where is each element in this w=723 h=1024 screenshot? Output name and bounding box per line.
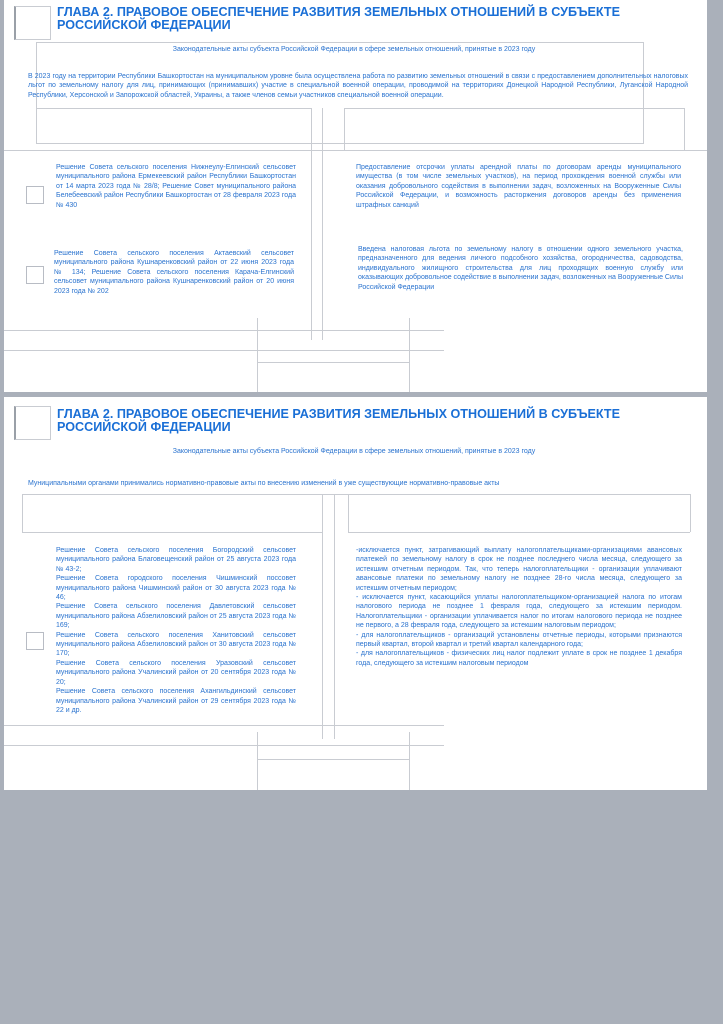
- row-2-acts: Решение Совета сельского поселения Актаевский сельсовет муниципального района Кушнаренковский район от 22 июня 2023 года № 134; Решение Совета сельского поселения Карача-Елгинский сельсовет муниципального района Кушнаренковский район от 20 июня 2023 года № 202: [54, 250, 294, 295]
- logo-placeholder: [14, 6, 51, 40]
- divider: [322, 494, 323, 739]
- divider: [36, 108, 311, 109]
- list-item: - для налогоплательщиков - физических лиц налог подлежит уплате в срок не позднее 1 декабря года, следующего за истекшим налоговым периодом: [356, 650, 682, 667]
- divider: [334, 494, 335, 739]
- divider: [4, 150, 707, 151]
- divider: [22, 494, 690, 495]
- list-item: Решение Совета сельского поселения Богородский сельсовет муниципального района Благовещенский район от 25 августа 2023 года № 43-2;: [56, 547, 296, 573]
- slide-subtitle: Законодательные акты субъекта Российской Федерации в сфере земельных отношений, принятые в 2023 году: [172, 448, 536, 455]
- list-item: Решение Совета сельского поселения Давлетовский сельсовет муниципального района Абзелиловский район от 25 августа 2023 года № 169;: [56, 603, 296, 630]
- list-item: Решение Совета городского поселения Чишминский поссовет муниципального района Чишминский район от 30 августа 2023 года № 46;: [56, 575, 296, 602]
- list-item: - для налогоплательщиков - организаций установлены отчетные периоды, которыми признаются первый квартал, второй квартал и третий квартал календарного года;: [356, 631, 682, 649]
- list-item: -исключается пункт, затрагивающий выплату налогоплательщиками-организациями авансовых платежей по земельному налогу в срок не позднее последнего числа месяца, следующего за истекшим отчетным периодом. Так, что теперь налогоплательщики - организации уплачивают авансовые платежи по земельному налогу не позднее 28-го числа месяца, следующего за истекшим отчетным периодом;: [356, 547, 682, 592]
- list-item: - исключается пункт, касающийся уплаты налогоплательщиком-организацией налога по итогам налогового периода не позднее 1 февраля года, следующего за истекшим периодом. Налогоплательщики - организации уплачивается налог по итогам налогового периода не позднее не первого, а 28 февраля года, следующего за истекшим налоговым периодом;: [356, 594, 682, 630]
- list-item: Решение Совета сельского поселения Ханитовский сельсовет муниципального района Абзелиловский район от 30 августа 2023 года № 170;: [56, 631, 296, 658]
- divider: [4, 350, 444, 351]
- slide-1: [4, 0, 707, 392]
- intro-paragraph: Муниципальными органами принимались нормативно-правовые акты по внесению изменений в уже существующие нормативно-правовые акты: [28, 480, 500, 487]
- divider: [344, 108, 684, 109]
- list-item: Решение Совета сельского поселения Уразовский сельсовет муниципального района Учалинский район от 20 сентября 2023 года № 20;: [56, 659, 296, 686]
- divider: [257, 732, 258, 790]
- row-marker: [26, 632, 44, 650]
- divider: [344, 108, 345, 150]
- row-1-acts: Решение Совета сельского поселения Нижнеулу-Елгинский сельсовет муниципального района Ермекеевский район Республики Башкортостан от 14 марта 2023 года № 28/8; Решение Совет муниципального района Белебеевский район Республики Башкортостан от 28 февраля 2023 года № 430: [56, 164, 296, 209]
- logo-placeholder: [14, 406, 51, 440]
- divider: [4, 725, 444, 726]
- intro-paragraph: В 2023 году на территории Республики Башкортостан на муниципальном уровне была осуществлена работа по развитию земельных отношений в связи с предоставлением дополнительных налоговых льгот по земельному налогу для лиц, принимающих (принимавших) участие в специальной военной операции, проводимой на территориях Донецкой Народной Республики, Луганской Народной Республики, Херсонской и Запорожской областей, Украины, а также членов семьи участников специальной военной операции.: [28, 73, 688, 99]
- slide-2: [4, 397, 707, 790]
- row-marker: [26, 266, 44, 284]
- divider: [257, 362, 409, 363]
- divider: [322, 108, 323, 340]
- row-1-measure: Предоставление отсрочки уплаты арендной платы по договорам аренды муниципального имущества (в том числе земельных участков), на период прохождения военной службы или оказания добровольного содействия в выполнении задач, возложенных на Вооруженные Силы Российской Федерации, и возможность расторжения договоров аренды без применения штрафных санкций: [356, 164, 681, 209]
- list-item: Решение Совета сельского поселения Ахангильдинский сельсовет муниципального района Учалинский район от 29 сентября 2023 года № 22 и др.: [56, 688, 296, 714]
- row-marker: [26, 186, 44, 204]
- divider: [690, 494, 691, 532]
- changes-list: [356, 546, 682, 668]
- divider: [348, 532, 690, 533]
- row-2-measure: Введена налоговая льгота по земельному налогу в отношении одного земельного участка, предназначенного для ведения личного подсобного хозяйства, огородничества, садоводства, индивидуального жилищного строительства для лиц проходящих военную службу или оказывающих добровольное содействие в выполнении задач, возложенных на Вооруженные Силы Российской Федерации: [358, 246, 683, 291]
- divider: [409, 732, 410, 790]
- divider: [4, 330, 444, 331]
- divider: [684, 108, 685, 150]
- divider: [257, 759, 409, 760]
- divider: [348, 494, 349, 532]
- slide-title: ГЛАВА 2. ПРАВОВОЕ ОБЕСПЕЧЕНИЕ РАЗВИТИЯ ЗЕМЕЛЬНЫХ ОТНОШЕНИЙ В СУБЪЕКТЕ РОССИЙСКОЙ ФЕДЕРАЦИИ: [57, 407, 621, 434]
- divider: [257, 318, 258, 392]
- divider: [22, 494, 23, 532]
- slide-title: ГЛАВА 2. ПРАВОВОЕ ОБЕСПЕЧЕНИЕ РАЗВИТИЯ ЗЕМЕЛЬНЫХ ОТНОШЕНИЙ В СУБЪЕКТЕ РОССИЙСКОЙ ФЕДЕРАЦИИ: [57, 5, 621, 32]
- acts-list: [56, 546, 296, 715]
- slide-subtitle: Законодательные акты субъекта Российской Федерации в сфере земельных отношений, принятые в 2023 году: [172, 46, 536, 53]
- divider: [409, 318, 410, 392]
- divider: [4, 745, 444, 746]
- divider: [22, 532, 322, 533]
- divider: [311, 108, 312, 340]
